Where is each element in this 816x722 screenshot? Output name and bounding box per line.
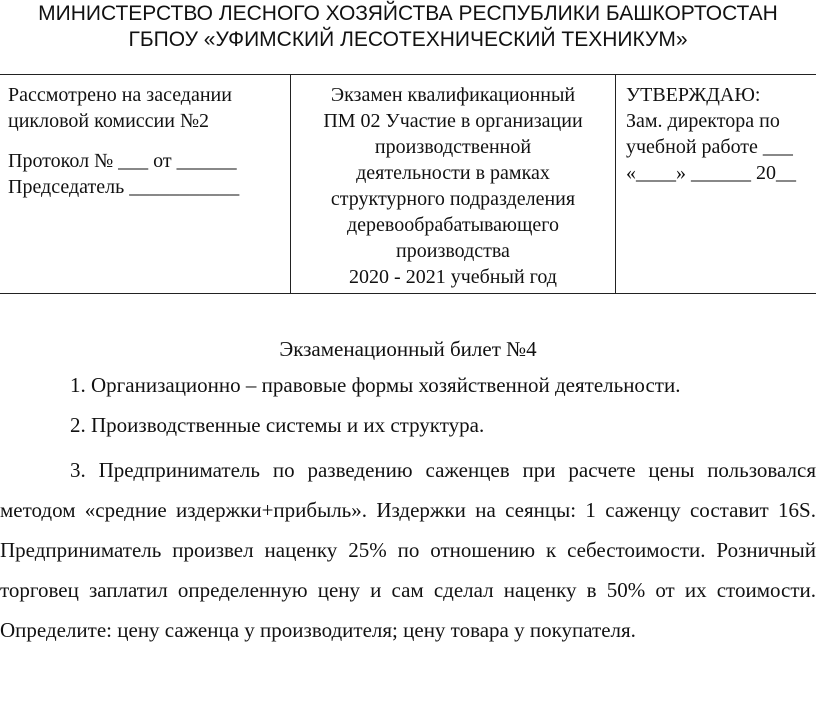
ticket-title: Экзаменационный билет №4 [279, 337, 537, 361]
exam-line-4: деятельности в рамках [356, 162, 550, 184]
review-line-1: Рассмотрено на заседании [8, 84, 232, 106]
questions-list [0, 372, 816, 650]
academic-year: 2020 - 2021 учебный год [349, 266, 557, 288]
review-line-2: цикловой комиссии №2 [8, 110, 210, 132]
approve-line-3: учебной работе ___ [626, 136, 793, 158]
document-header [0, 1, 816, 53]
approve-line-2: Зам. директора по [626, 110, 780, 132]
question-3: 3. Предприниматель по разведению саженцев при расчете цены пользовался методом «средние издержки+прибыль». Издержки на сеянцы: 1 саженцу составит 16S. Предприниматель произвел наценку 25% по отношению к себестоимости. Розничный торговец заплатил определенную цену и сам сделал наценку в 50% от их стоимости. Определите: цену саженца у производителя; цену товара у покупателя. [0, 458, 816, 642]
approve-date-line: «____» ______ 20__ [626, 162, 796, 184]
institution-title: ГБПОУ «УФИМСКИЙ ЛЕСОТЕХНИЧЕСКИЙ ТЕХНИКУМ» [128, 28, 688, 51]
exam-line-7: производства [396, 240, 510, 262]
exam-line-5: структурного подразделения [330, 188, 576, 210]
exam-line-3: производственной [374, 136, 532, 158]
chairman-line: Председатель ___________ [8, 176, 240, 198]
question-1: 1. Организационно – правовые формы хозяйственной деятельности. [70, 373, 681, 397]
ministry-title: МИНИСТЕРСТВО ЛЕСНОГО ХОЗЯЙСТВА РЕСПУБЛИКИ БАШКОРТОСТАН [38, 2, 778, 25]
protocol-line: Протокол № ___ от ______ [8, 150, 237, 172]
approve-heading: УТВЕРЖДАЮ: [626, 84, 761, 106]
exam-line-2: ПМ 02 Участие в организации [323, 110, 583, 132]
commission-review-cell [0, 75, 290, 294]
approval-table [0, 74, 816, 294]
exam-line-1: Экзамен квалификационный [330, 84, 576, 106]
exam-line-6: деревообрабатывающего [347, 214, 559, 236]
question-2: 2. Производственные системы и их структура. [70, 413, 485, 437]
exam-info-cell [290, 75, 615, 294]
approval-cell [615, 75, 816, 294]
